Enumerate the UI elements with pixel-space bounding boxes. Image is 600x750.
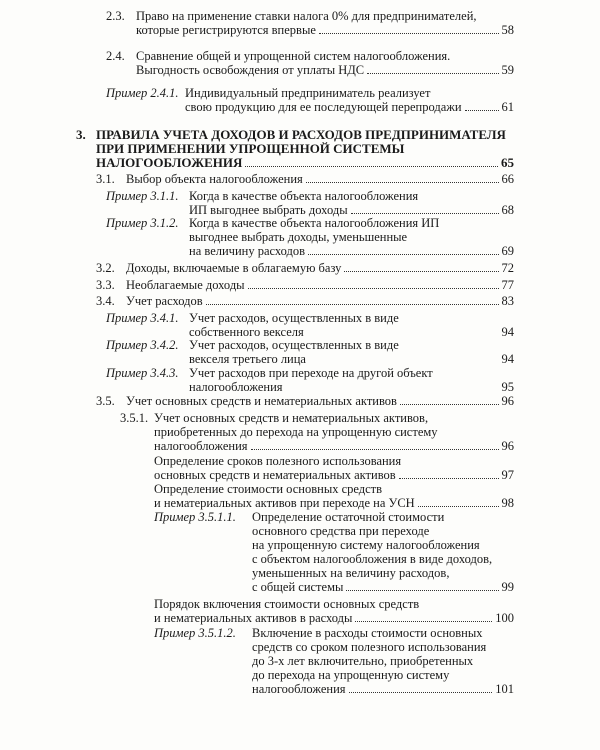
toc-title-line: налогообложения [154,439,248,453]
toc-title-line: Индивидуальный предприниматель реализует [185,86,431,100]
toc-title-line: на упрощенную систему налогообложения [252,538,480,552]
toc-title-line: налогообложения [252,682,346,696]
toc-title-line: и нематериальных активов при переходе на УСН [154,496,415,510]
toc-entry-3-5-1 [120,411,514,453]
toc-title-line: до перехода на упрощенную систему [252,668,450,682]
toc-example-2-4-1 [106,86,514,114]
toc-page-number: 99 [501,580,514,594]
toc-page-number: 65 [501,155,514,170]
toc-number: 3.2. [96,261,115,275]
toc-number: 3.1. [96,172,115,186]
toc-title-line: с общей системы [252,580,344,594]
toc-example-label: Пример 3.5.1.1. [154,510,236,524]
toc-page-number: 83 [501,294,514,308]
toc-example-label: Пример 3.1.1. [106,189,179,203]
toc-example-3-5-1-2 [154,626,514,696]
dot-leader [308,254,498,255]
dot-leader [367,73,498,74]
toc-subentry-asset-value [154,482,514,510]
toc-entry-3-3 [96,278,514,292]
toc-title-line: свою продукцию для ее последующей перепродажи [185,100,462,114]
toc-page-number: 96 [501,439,514,453]
dot-leader [251,449,499,450]
toc-entry-3-1 [96,172,514,186]
toc-page-number: 59 [501,63,514,77]
toc-example-label: Пример 2.4.1. [106,86,179,100]
dot-leader [400,404,499,405]
toc-title-line: ПРИ ПРИМЕНЕНИИ УПРОЩЕННОЙ СИСТЕМЫ [96,141,405,156]
toc-example-label: Пример 3.5.1.2. [154,626,236,640]
dot-leader [248,288,499,289]
toc-example-3-1-2 [106,216,514,258]
toc-title-line: уменьшенных на величину расходов, [252,566,450,580]
toc-page-number: 61 [501,100,514,114]
toc-title-line: средств со сроком полезного использования [252,640,487,654]
toc-example-3-4-3 [106,366,514,394]
toc-title-line: Определение остаточной стоимости [252,510,445,524]
toc-entry-3-2 [96,261,514,275]
toc-page-number: 69 [501,244,514,258]
toc-page-number: 68 [501,203,514,217]
toc-example-3-4-2 [106,338,514,366]
toc-title-line: ПРАВИЛА УЧЕТА ДОХОДОВ И РАСХОДОВ ПРЕДПРИНИМАТЕЛЯ [96,127,506,142]
toc-subentry-expense-order [154,597,514,625]
toc-title-line: Определение сроков полезного использования [154,454,402,468]
dot-leader [306,182,499,183]
toc-title-line: Доходы, включаемые в облагаемую базу [126,261,342,275]
dot-leader [418,506,499,507]
toc-title-line: Сравнение общей и упрощенной систем налогообложения. [136,49,451,63]
toc-title-line: ИП выгоднее выбрать доходы [189,203,348,217]
toc-page-number: 98 [501,496,514,510]
dot-leader [349,692,493,693]
toc-title-line: Когда в качестве объекта налогообложения ИП [189,216,440,230]
toc-title-line: НАЛОГООБЛОЖЕНИЯ [96,155,243,170]
toc-title-line: до 3-х лет включительно, приобретенных [252,654,474,668]
toc-page-number: 100 [495,611,514,625]
toc-title-line: Определение стоимости основных средств [154,482,383,496]
toc-example-3-4-1 [106,311,514,339]
toc-title-line: выгоднее выбрать доходы, уменьшенные [189,230,408,244]
dot-leader [399,478,499,479]
dot-leader [344,271,498,272]
toc-page-number: 66 [501,172,514,186]
dot-leader [351,213,499,214]
toc-title-line: Учет расходов при переходе на другой объект [189,366,433,380]
toc-number: 3.5. [96,394,115,408]
toc-title-line: Учет расходов [126,294,203,308]
toc-example-label: Пример 3.4.2. [106,338,179,352]
toc-page-number: 72 [501,261,514,275]
dot-leader [206,304,499,305]
toc-entry-2-3 [106,9,514,37]
toc-page-number: 95 [501,380,514,394]
toc-title-line: векселя третьего лица [189,352,306,366]
toc-title-line: Учет расходов, осуществленных в виде [189,311,399,325]
toc-title-line: основных средств и нематериальных активов [154,468,396,482]
toc-title-line: Учет основных средств и нематериальных активов [126,394,397,408]
toc-chapter-3 [76,128,514,170]
dot-leader [355,621,492,622]
toc-number: 3.5.1. [120,411,149,425]
toc-title-line: Необлагаемые доходы [126,278,245,292]
toc-page-number: 94 [501,352,514,366]
toc-title-line: Когда в качестве объекта налогообложения [189,189,419,203]
toc-title-line: Выбор объекта налогообложения [126,172,303,186]
toc-page-number: 94 [501,325,514,339]
toc-example-3-5-1-1 [154,510,514,594]
toc-title-line: Учет расходов, осуществленных в виде [189,338,399,352]
toc-title-line: приобретенных до перехода на упрощенную систему [154,425,438,439]
dot-leader [346,590,498,591]
toc-example-label: Пример 3.4.1. [106,311,179,325]
toc-entry-2-4 [106,49,514,77]
dot-leader [245,166,498,167]
toc-page-number: 77 [501,278,514,292]
toc-number: 3.3. [96,278,115,292]
toc-example-label: Пример 3.1.2. [106,216,179,230]
toc-title-line: на величину расходов [189,244,306,258]
toc-title-line: налогообложения [189,380,283,394]
toc-example-3-1-1 [106,189,514,217]
toc-title-line: с объектом налогообложения в виде доходов, [252,552,493,566]
toc-title-line: Право на применение ставки налога 0% для предпринимателей, [136,9,477,23]
toc-page-number: 58 [501,23,514,37]
toc-entry-3-5 [96,394,514,408]
toc-entry-3-4 [96,294,514,308]
toc-number: 3.4. [96,294,115,308]
toc-page-number: 101 [495,682,514,696]
toc-title-line: основного средства при переходе [252,524,430,538]
toc-title-line: собственного векселя [189,325,304,339]
toc-title-line: Учет основных средств и нематериальных активов, [154,411,429,425]
toc-title-line: Порядок включения стоимости основных средств [154,597,420,611]
dot-leader [319,33,499,34]
toc-title-line: Включение в расходы стоимости основных [252,626,483,640]
toc-subentry-useful-life [154,454,514,482]
toc-number: 2.3. [106,9,125,23]
toc-title-line: которые регистрируются впервые [136,23,316,37]
toc-title-line: и нематериальных активов в расходы [154,611,353,625]
toc-page-number: 96 [501,394,514,408]
toc-page-number: 97 [501,468,514,482]
toc-example-label: Пример 3.4.3. [106,366,179,380]
toc-title-line: Выгодность освобождения от уплаты НДС [136,63,365,77]
toc-number: 2.4. [106,49,125,63]
dot-leader [465,110,499,111]
toc-number: 3. [76,127,86,142]
